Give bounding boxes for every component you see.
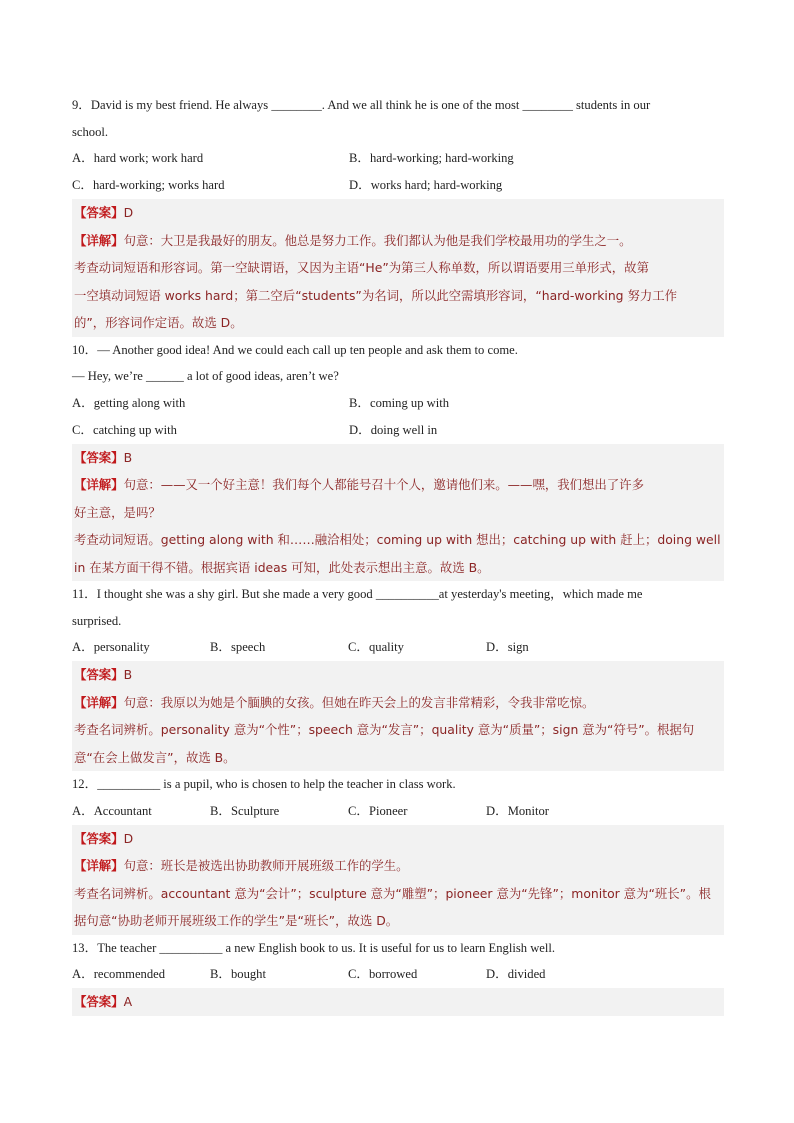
answer-value: B (123, 449, 133, 465)
question-9 (72, 92, 724, 337)
option-a: A．hard work; work hard (72, 151, 204, 165)
option-c: C．hard-working; works hard (72, 178, 225, 192)
detail-tag: 【详解】 (74, 477, 124, 492)
answer-line (74, 661, 722, 689)
answer-block (72, 988, 724, 1016)
detail-tag: 【详解】 (74, 858, 124, 873)
answer-tag: 【答案】 (74, 205, 124, 220)
detail-text: 考查名词辨析。personality 意为“个性”；speech 意为“发言”；quality 意为“质量”；sign 意为“符号”。根据句 (74, 722, 695, 737)
question-stem: 13．The teacher __________ a new English book to us. It is useful for us to learn English well. (72, 940, 556, 955)
options-row (72, 417, 724, 444)
options-row (72, 798, 724, 825)
detail-text: 考查名词辨析。accountant 意为“会计”；sculpture 意为“雕塑”；pioneer 意为“先锋”；monitor 意为“班长”。根 (74, 885, 711, 901)
answer-value: D (123, 830, 134, 846)
option-d: D．sign (486, 640, 529, 654)
answer-value: D (123, 205, 134, 220)
answer-block (72, 199, 724, 337)
question-stem-continued: school. (72, 124, 109, 139)
option-b: B．Sculpture (210, 803, 280, 818)
answer-block (72, 825, 724, 935)
option-b: B．bought (210, 967, 266, 981)
option-d: D．Monitor (486, 803, 549, 818)
detail-text: 句意：——又一个好主意！我们每个人都能号召十个人，邀请他们来。——嘿，我们想出了许多 (123, 477, 644, 492)
question-13 (72, 935, 724, 1016)
answer-line (74, 444, 722, 472)
answer-tag: 【答案】 (74, 449, 124, 465)
option-c: C．borrowed (348, 967, 418, 981)
question-stem: 10．— Another good idea! And we could each call up ten people and ask them to come. (72, 342, 518, 357)
option-b: B．coming up with (349, 395, 450, 410)
options-row (72, 961, 724, 988)
detail-text: 考查动词短语和形容词。第一空缺谓语，又因为主语“He”为第三人称单数，所以谓语要用三单形式，故第 (74, 260, 649, 275)
answer-tag: 【答案】 (74, 667, 124, 682)
option-a: A．Accountant (72, 803, 152, 818)
option-b: B．speech (210, 640, 266, 654)
answer-line (74, 199, 722, 227)
detail-tag: 【详解】 (74, 694, 124, 710)
options-row (72, 390, 724, 417)
detail-text: 好主意，是吗？ (74, 504, 161, 520)
answer-line (74, 988, 722, 1016)
question-11 (72, 581, 724, 771)
answer-line (74, 825, 722, 853)
detail-line (74, 471, 722, 499)
options-row (72, 172, 724, 199)
detail-text: in 在某方面干得不错。根据宾语 ideas 可知，此处表示想出主意。故选 B。 (74, 559, 490, 575)
detail-text: 句意：我原以为她是个腼腆的女孩。但她在昨天会上的发言非常精彩，令我非常吃惊。 (123, 694, 595, 710)
detail-text: 据句意“协助老师开展班级工作的学生”是“班长”，故选 D。 (74, 913, 399, 928)
option-a: A．getting along with (72, 395, 186, 410)
answer-tag: 【答案】 (74, 994, 124, 1009)
answer-block (72, 661, 724, 771)
detail-tag: 【详解】 (74, 232, 124, 248)
option-a: A．recommended (72, 967, 166, 981)
question-stem: 11．I thought she was a shy girl. But she made a very good __________at yesterday's meeting，which made me (72, 587, 643, 601)
question-stem: 12．__________ is a pupil, who is chosen to help the teacher in class work. (72, 777, 456, 791)
answer-block (72, 444, 724, 582)
option-d: D．divided (486, 967, 546, 981)
option-c: C．Pioneer (348, 803, 408, 818)
answer-value: A (123, 994, 133, 1009)
detail-text: 考查动词短语。getting along with 和……融洽相处；coming up with 想出；catching up with 赶上；doing well (74, 532, 721, 547)
question-stem: 9．David is my best friend. He always ________. And we all think he is one of the most ________ students in our (72, 98, 651, 112)
answer-value: B (123, 667, 133, 682)
detail-text: 一空填动词短语 works hard；第二空后“students”为名词，所以此空需填形容词，“hard-working 努力工作 (74, 287, 678, 303)
detail-line (74, 689, 722, 717)
answer-tag: 【答案】 (74, 830, 124, 846)
option-c: C．quality (348, 640, 404, 654)
detail-text: 意“在会上做发言”，故选 B。 (74, 749, 236, 765)
question-10 (72, 337, 724, 582)
question-stem-continued: — Hey, we’re ______ a lot of good ideas, aren’t we? (72, 369, 339, 383)
question-stem-continued: surprised. (72, 613, 122, 628)
detail-line (74, 852, 722, 880)
detail-line (74, 227, 722, 255)
option-b: B．hard-working; hard-working (349, 151, 514, 165)
option-c: C．catching up with (72, 422, 177, 437)
document-page (72, 92, 724, 1016)
detail-text: 的”，形容词作定语。故选 D。 (74, 315, 243, 330)
detail-text: 句意：大卫是我最好的朋友。他总是努力工作。我们都认为他是我们学校最用功的学生之一。 (123, 232, 632, 248)
options-row (72, 145, 724, 172)
detail-text: 句意：班长是被选出协助教师开展班级工作的学生。 (123, 858, 409, 873)
question-12 (72, 771, 724, 935)
option-a: A．personality (72, 640, 150, 654)
option-d: D．doing well in (349, 422, 438, 437)
option-d: D．works hard; hard-working (349, 178, 503, 192)
options-row (72, 634, 724, 661)
